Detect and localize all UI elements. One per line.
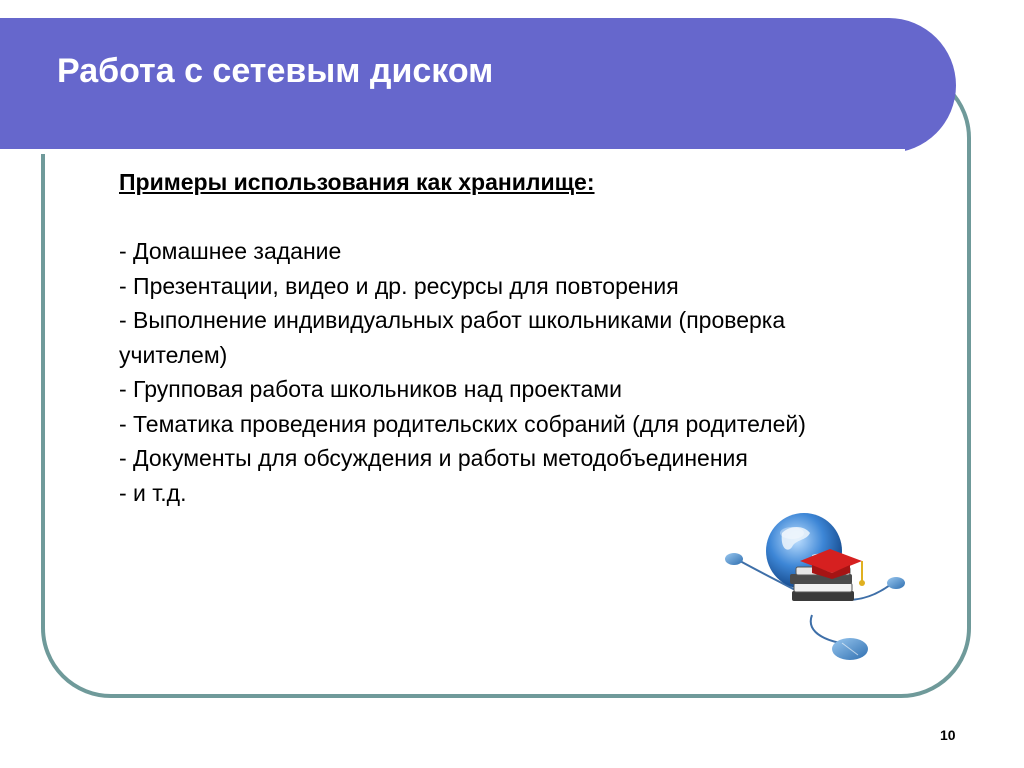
body-heading: Примеры использования как хранилище: [119,169,595,195]
page-number: 10 [940,727,956,743]
list-item: - Тематика проведения родительских собраний (для родителей) [119,410,806,437]
globe-books-graduation-cap-mouse-icon [712,503,924,673]
list-item: - Групповая работа школьников над проектами [119,376,622,402]
list-item: - Документы для обсуждения и работы методобъединения [119,445,748,471]
title-underline [0,149,905,154]
slide-body [119,165,839,510]
list-item: - Презентации, видео и др. ресурсы для повторения [119,272,679,299]
list-item: - Домашнее задание [119,238,342,264]
slide-title: Работа с сетевым диском [57,52,494,90]
list-item: - и т.д. [119,479,187,506]
list-item: - Выполнение индивидуальных работ школьниками (проверка учителем) [119,307,786,368]
usage-list [119,234,839,510]
